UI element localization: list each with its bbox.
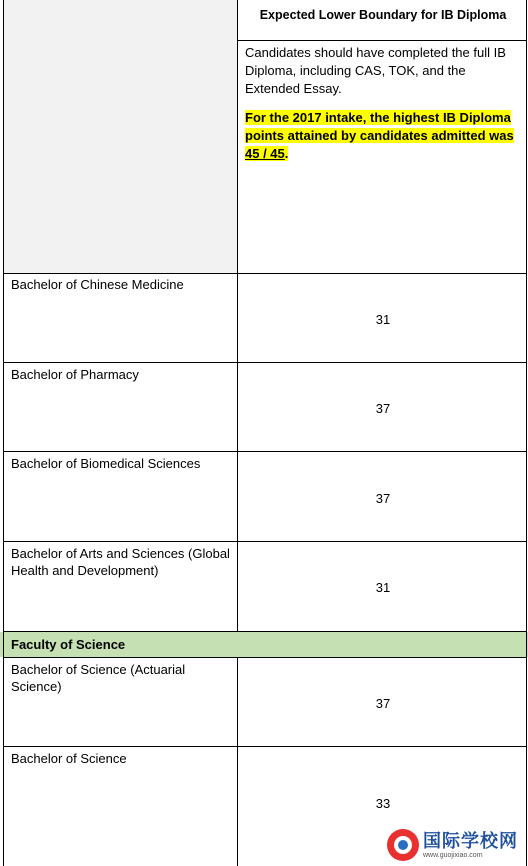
- requirements-intro: Candidates should have completed the full IB Diploma, including CAS, TOK, and the Extended Essay.: [245, 45, 506, 96]
- highest-points-period: .: [284, 146, 289, 161]
- watermark-logo-icon: [387, 829, 419, 861]
- highest-points-score: 45 / 45: [245, 146, 285, 161]
- requirements-note: [245, 44, 521, 163]
- table-border: [3, 657, 527, 658]
- programme-chinese-medicine: Bachelor of Chinese Medicine: [11, 277, 184, 292]
- table-border: [3, 362, 527, 363]
- table-border: [3, 631, 527, 632]
- table-border: [3, 746, 527, 747]
- table-border: [3, 451, 527, 452]
- table-border: [237, 40, 527, 41]
- score-chinese-medicine: 31: [375, 312, 391, 327]
- programme-actuarial-science: Bachelor of Science (Actuarial Science): [11, 662, 186, 694]
- watermark-text: [423, 831, 518, 860]
- column-header-title: Expected Lower Boundary for IB Diploma: [259, 8, 507, 22]
- header-blank-cell: [3, 0, 237, 273]
- watermark-sub-text: www.guojixiao.com: [423, 851, 483, 859]
- table-border: [237, 657, 238, 866]
- score-science: 33: [375, 796, 391, 811]
- programme-science: Bachelor of Science: [11, 751, 127, 766]
- programme-pharmacy: Bachelor of Pharmacy: [11, 367, 139, 382]
- table-border: [3, 541, 527, 542]
- score-pharmacy: 37: [375, 401, 391, 416]
- highest-points-note: [245, 109, 521, 163]
- watermark-main-text: 国际学校网: [423, 830, 518, 851]
- score-biomedical-sciences: 37: [375, 491, 391, 506]
- programme-global-health: Bachelor of Arts and Sciences (Global Health and Development): [11, 546, 230, 578]
- score-global-health: 31: [375, 580, 391, 595]
- table-border: [237, 0, 238, 632]
- score-actuarial-science: 37: [375, 696, 391, 711]
- faculty-of-science-label: Faculty of Science: [11, 637, 126, 652]
- table-border: [3, 273, 527, 274]
- table-border: [526, 0, 527, 866]
- table-border: [3, 0, 4, 866]
- programme-biomedical-sciences: Bachelor of Biomedical Sciences: [11, 456, 201, 471]
- highest-points-text: For the 2017 intake, the highest IB Diploma points attained by candidates admitted was: [245, 110, 514, 143]
- site-watermark: [387, 824, 528, 866]
